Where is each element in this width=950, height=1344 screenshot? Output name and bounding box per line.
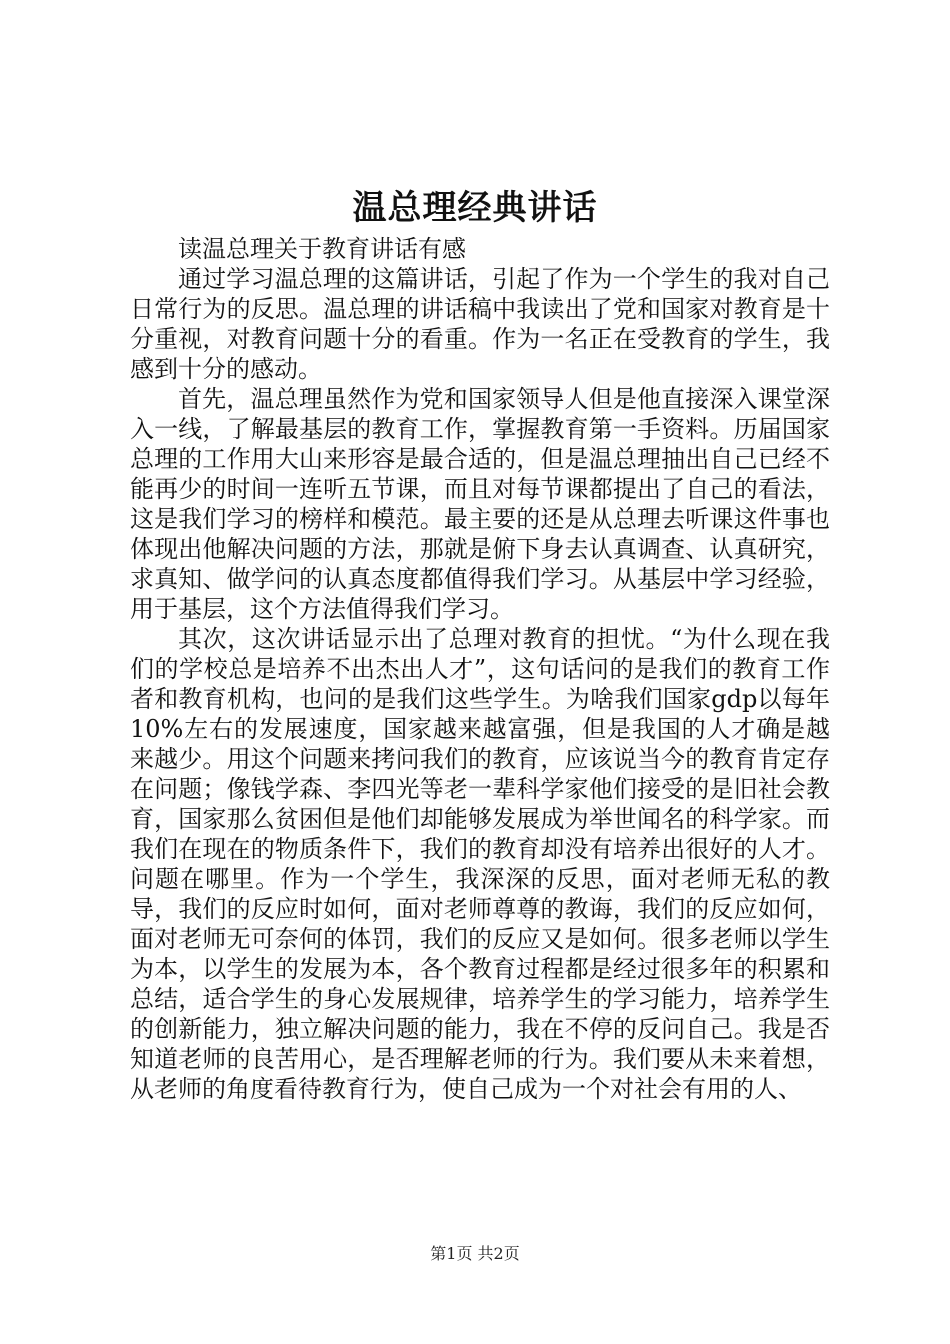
document-title: 温总理经典讲话 bbox=[352, 188, 598, 228]
paragraph-3: 其次，这次讲话显示出了总理对教育的担忧。“为什么现在我们的学校总是培养不出杰出人才”，这句话问的是我们的教育工作者和教育机构，也问的是我们这些学生。为啥我们国家gdp以每年10%左右的发展速度，国家越来越富强，但是我国的人才确是越来越少。用这个问题来拷问我们的教育，应该说当今的教育肯定存在问题；像钱学森、李四光等老一辈科学家他们接受的是旧社会教育，国家那么贫困但是他们却能够发展成为举世闻名的科学家。而我们在现在的物质条件下，我们的教育却没有培养出很好的人才。问题在哪里。作为一个学生，我深深的反思，面对老师无私的教导，我们的反应时如何，面对老师尊尊的教诲，我们的反应如何，面对老师无可奈何的体罚，我们的反应又是如何。很多老师以学生为本，以学生的发展为本，各个教育过程都是经过很多年的积累和总结，适合学生的身心发展规律，培养学生的学习能力，培养学生的创新能力，独立解决问题的能力，我在不停的反问自己。我是否知道老师的良苦用心，是否理解老师的行为。我们要从未来着想，从老师的角度看待教育行为，使自己成为一个对社会有用的人、 bbox=[130, 625, 830, 1103]
document-body bbox=[130, 234, 830, 1104]
page-number-footer: 第1页 共2页 bbox=[430, 1244, 520, 1263]
paragraph-2: 首先，温总理虽然作为党和国家领导人但是他直接深入课堂深入一线，了解最基层的教育工作，掌握教育第一手资料。历届国家总理的工作用大山来形容是最合适的，但是温总理抽出自己已经不能再少的时间一连听五节课，而且对每节课都提出了自己的看法，这是我们学习的榜样和模范。最主要的还是从总理去听课这件事也体现出他解决问题的方法，那就是俯下身去认真调查、认真研究，求真知、做学问的认真态度都值得我们学习。从基层中学习经验，用于基层，这个方法值得我们学习。 bbox=[130, 385, 830, 623]
paragraph-1: 通过学习温总理的这篇讲话，引起了作为一个学生的我对自己日常行为的反思。温总理的讲话稿中我读出了党和国家对教育是十分重视，对教育问题十分的看重。作为一名正在受教育的学生，我感到十分的感动。 bbox=[130, 265, 830, 383]
document-subtitle: 读温总理关于教育讲话有感 bbox=[178, 235, 466, 263]
